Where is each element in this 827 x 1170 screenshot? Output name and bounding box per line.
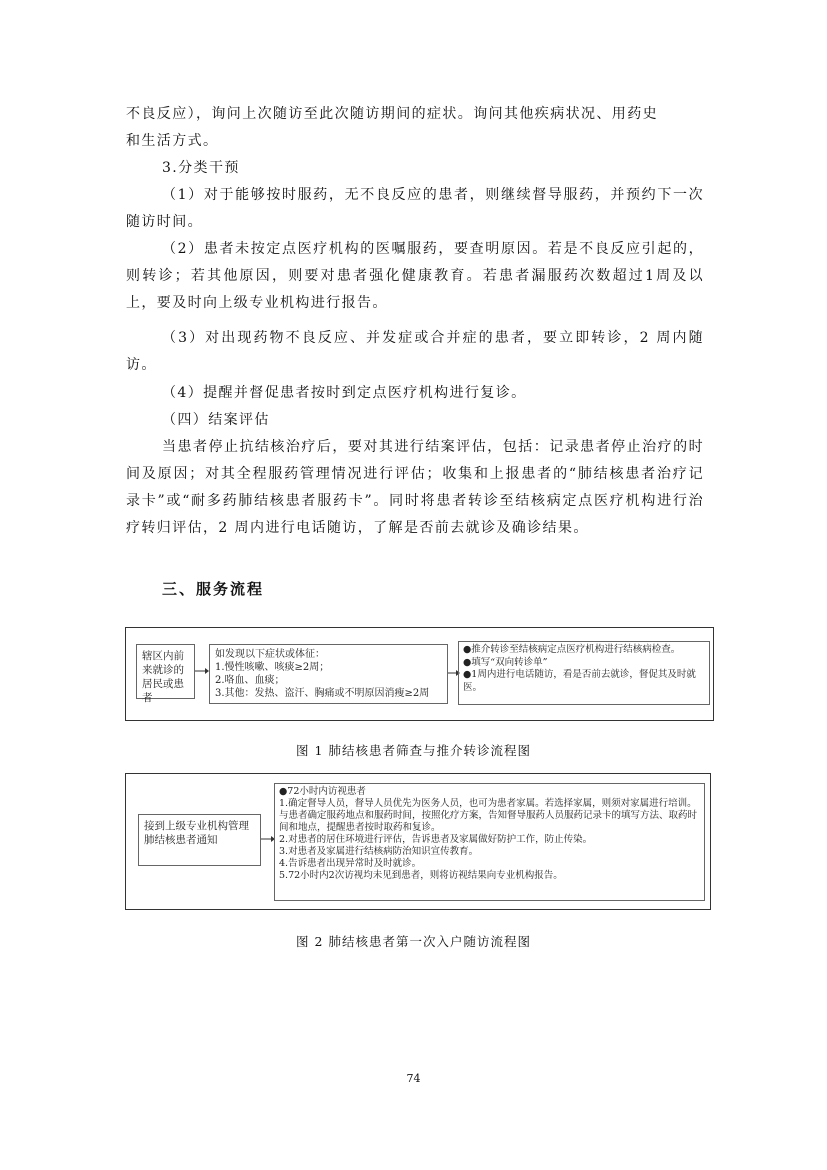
figure1-caption: 图 1 肺结核患者筛查与推介转诊流程图 [296, 743, 531, 758]
subheading-classified-intervention: 3.分类干预 [162, 160, 240, 176]
paragraph-continuation-line1: 不良反应），询问上次随访至此次随访期间的症状。询问其他疾病状况、用药史 [126, 106, 658, 122]
symptom-3: 3.其他：发热、盗汗、胸痛或不明原因消瘦≥2周 [215, 688, 430, 699]
section-heading-service-process: 三、服务流程 [162, 580, 265, 598]
intervention-item-2: （2）患者未按定点医疗机构的医嘱服药，要查明原因。若是不良反应引起的，则转诊；若其他原因，则要对患者强化健康教育。若患者漏服药次数超过1周及以上，要及时向上级专业机构进行报告。 [126, 241, 704, 311]
visit-step-1: 1.确定督导人员，督导人员优先为医务人员，也可为患者家属。若选择家属，则须对家属进行培训。与患者确定服药地点和服药时间，按照化疗方案，告知督导服药人员服药记录卡的填写方法、取药时间和地点，提醒患者按时取药和复诊。 [279, 798, 698, 833]
figure1-box-referral [458, 641, 710, 705]
visit-title: ●72小时内访视患者 [279, 786, 366, 797]
intervention-item-3: （3）对出现药物不良反应、并发症或合并症的患者，要立即转诊，2 周内随访。 [126, 330, 704, 373]
visit-step-4: 4.告诉患者出现异常时及时就诊。 [279, 858, 422, 869]
figure2-arrow [261, 835, 275, 843]
figure1-arrow-1 [195, 667, 209, 675]
visit-step-5: 5.72小时内2次访视均未见到患者，则将访视结果向专业机构报告。 [279, 870, 563, 881]
figure2-caption: 图 2 肺结核患者第一次入户随访流程图 [296, 934, 531, 949]
figure1-box-symptoms [209, 644, 448, 704]
figure1-box-residents: 辖区内前来就诊的居民或患者 [136, 644, 195, 699]
referral-step-3: ●1周内进行电话随访，看是否前去就诊，督促其及时就医。 [463, 669, 696, 693]
paragraph-continuation-line2: 和生活方式。 [126, 133, 219, 149]
symptoms-intro: 如发现以下症状或体征： [215, 649, 325, 660]
symptom-1: 1.慢性咳嗽、咳痰≥2周； [215, 662, 330, 673]
referral-step-1: ●推介转诊至结核病定点医疗机构进行结核病检查。 [463, 644, 681, 655]
referral-step-2: ●填写“双向转诊单” [463, 656, 548, 668]
page-number: 74 [406, 1072, 421, 1085]
closing-evaluation-paragraph: 当患者停止抗结核治疗后，要对其进行结案评估，包括：记录患者停止治疗的时间及原因；对其全程服药管理情况进行评估；收集和上报患者的“肺结核患者治疗记录卡”或“耐多药肺结核患者服药卡”。同时将患者转诊至结核病定点医疗机构进行治疗转归评估，2 周内进行电话随访，了解是否前去就诊及确诊结果。 [126, 439, 704, 536]
figure2-box-notification: 接到上级专业机构管理肺结核患者通知 [138, 814, 261, 866]
section-heading-closing-evaluation: （四）结案评估 [162, 412, 270, 428]
figure2-box-visit-steps [274, 783, 705, 901]
intervention-item-4: （4）提醒并督促患者按时到定点医疗机构进行复诊。 [162, 385, 527, 401]
visit-step-3: 3.对患者及家属进行结核病防治知识宣传教育。 [279, 846, 479, 857]
visit-step-2: 2.对患者的居住环境进行评估，告诉患者及家属做好防护工作，防止传染。 [279, 834, 593, 845]
intervention-item-1: （1）对于能够按时服药，无不良反应的患者，则继续督导服药，并预约下一次随访时间。 [126, 187, 704, 230]
symptom-2: 2.咯血、血痰； [215, 675, 285, 686]
